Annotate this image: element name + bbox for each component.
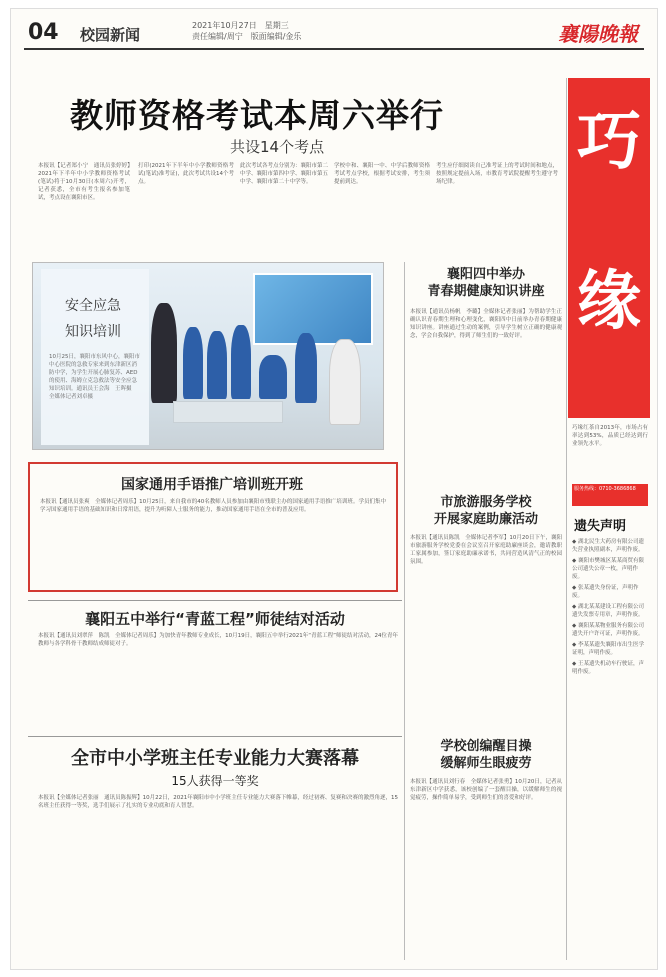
lead-col-3: 此次考试各考点分别为：襄阳市第二中学、襄阳市第四中学、襄阳市第五中学、襄阳市第二十中学等。 — [240, 163, 328, 185]
column-divider — [566, 78, 567, 960]
health-headline-line1: 襄阳四中举办 — [446, 267, 525, 282]
contact-text: 服务热线：0710-3686868 — [574, 486, 636, 492]
lost-notice-list — [572, 538, 648, 963]
page-header — [24, 16, 644, 50]
tourism-headline-line1: 市旅游服务学校 — [440, 495, 532, 510]
tourism-headline — [410, 494, 562, 528]
column-divider — [404, 262, 405, 960]
editor-credits: 责任编辑/周宁 版面编辑/金乐 — [192, 32, 302, 41]
section-name: 校园新闻 — [80, 26, 141, 44]
blue-project-headline: 襄阳五中举行“青蓝工程”师徒结对活动 — [85, 610, 345, 628]
student-figure — [259, 355, 287, 399]
lead-subhead: 共设14个考点 — [230, 138, 325, 156]
presentation-screen — [253, 273, 373, 345]
contest-subhead: 15人获得一等奖 — [171, 774, 259, 788]
health-headline-line2: 青春期健康知识讲座 — [427, 284, 545, 299]
relief-headline — [410, 738, 562, 772]
lead-headline: 教师资格考试本周六举行 — [70, 96, 444, 135]
lost-notice-heading: 遗失声明 — [574, 519, 627, 534]
lost-notice-item: ◆ 王某遗失机动车行驶证，声明作废。 — [572, 661, 644, 675]
photo-title-line2: 知识培训 — [65, 324, 121, 340]
contest-headline: 全市中小学班主任专业能力大赛落幕 — [71, 748, 359, 769]
contest-body: 本报讯【全媒体记者张丽 通讯员陈振辉】10月22日，2021年襄阳市中小学班主任专业能力大赛落下帷幕，经过初赛、复赛和决赛的激烈角逐，15名班主任获得一等奖，选手们展示了扎实的专业功底和育人智慧。 — [38, 795, 398, 809]
student-figure — [295, 333, 317, 403]
lost-notice-item: ◆ 湖北某某建设工程有限公司遗失发票专用章，声明作废。 — [572, 604, 644, 618]
tourism-body: 本报讯【通讯员陈凯 全媒体记者李军】10月20日下午，襄阳市旅游服务学校党委在会议室召开家庭助廉座谈会，邀请教职工家属参加，签订家庭助廉承诺书，共同营造风清气正的校园氛围。 — [410, 535, 562, 565]
relief-headline-line1: 学校创编醒目操 — [440, 739, 532, 754]
photo-caption: 10月25日，襄阳市东风中心，襄阳市中心医院的急救专家来到东津新区消防中学，为学生开展心肺复苏、AED的使用、海姆立克急救法等安全应急知识培训。通讯员王会海 王晖摄 全媒体记者刘卓摄 — [49, 354, 140, 400]
lost-notice-item: ◆ 李某某遗失襄阳市出生医学证明，声明作废。 — [572, 642, 644, 656]
issue-date: 2021年10月27日 星期三 — [192, 21, 289, 30]
ad-char-2: 缘 — [577, 264, 641, 339]
ad-text: 巧缘红茶自2013年，市场占有率达到53%，品质已经达到行业领先水平。 — [572, 425, 648, 447]
photo-title-line1: 安全应急 — [65, 298, 121, 314]
student-figure — [231, 325, 251, 399]
page-number: 04 — [28, 20, 59, 45]
tourism-headline-line2: 开展家庭助廉活动 — [433, 512, 538, 527]
student-figure — [183, 327, 203, 399]
lead-col-4: 学校中和、襄阳一中、中学后教师资格考试考点学校，根据考试安排，考生须提前到达。 — [334, 163, 430, 185]
blue-project-body: 本报讯【通讯员刘翠萍 陈凯 全媒体记者周乐】为加快青年教师专业成长，10月19日，襄阳五中举行2021年“青蓝工程”师徒结对活动，24位青年教师与各学科骨干教师结成师徒对子。 — [38, 633, 398, 647]
divider — [28, 600, 402, 601]
sign-language-body: 本报讯【通讯员张爽 全媒体记者周乐】10月25日，来自我市的40名教师人员参加由襄阳市残联主办的国家通用手语推广培训班。学员们集中学习国家通用手语的基础知识和日常用语，提升为听障人士服务的能力，推动国家通用手语在全市的普及应用。 — [40, 499, 386, 513]
lead-col-5: 考生应仔细阅读自己准考证上的考试时间和地点，按照规定提前入场，市教育考试院提醒考生遵守考场纪律。 — [436, 163, 558, 185]
student-figure — [207, 331, 227, 399]
doctor-figure — [329, 339, 361, 425]
sign-language-headline: 国家通用手语推广培训班开班 — [121, 477, 303, 493]
relief-body: 本报讯【通讯员刘行春 全媒体记者张勇】10月20日，记者从东津新区中学获悉，该校创编了一套醒目操，以缓解师生的视觉疲劳，操作简单易学，受到师生们的喜爱和好评。 — [410, 779, 562, 801]
cpr-mat — [173, 401, 283, 423]
lost-notice-item: ◆ 张某遗失身份证，声明作废。 — [572, 585, 639, 599]
photo-caption-panel — [41, 269, 149, 445]
training-photo — [32, 262, 384, 450]
lead-col-1: 本报讯【记者郑小宁 通讯员张婷婷】2021年下半年中小学教师资格考试(笔试)将于10月30日(本周六)开考，记者获悉，全市有考生报名参加笔试，考点设在襄阳市区。 — [38, 163, 130, 201]
lost-notice-item: ◆ 襄阳某某物业服务有限公司遗失开户许可证，声明作废。 — [572, 623, 644, 637]
lost-notice-item: ◆ 湖北民生大药房有限公司遗失营业执照副本，声明作废。 — [572, 539, 644, 553]
ad-char-1: 巧 — [577, 104, 641, 179]
health-body: 本报讯【通讯员杨帆 李璐】全媒体记者张丽】为帮助学生正确认识青春期生理和心理变化，襄阳四中日前举办青春期健康知识讲座。讲座通过生动的案例，引导学生树立正确的健康观念，学会自我保护，得到了师生们的一致好评。 — [410, 309, 562, 339]
lost-notice-item: ◆ 襄阳市樊城区某某商贸有限公司遗失公章一枚，声明作废。 — [572, 558, 644, 580]
health-headline — [410, 266, 562, 300]
instructor-figure — [151, 303, 177, 403]
lead-col-2: 打印(2021年下半年中小学教师资格考试(笔试)准考证)，此次考试共设14个考点。 — [138, 163, 234, 185]
newspaper-logo: 襄陽晚報 — [558, 22, 638, 46]
contact-bar — [572, 484, 648, 506]
divider — [28, 736, 402, 737]
relief-headline-line2: 缓解师生眼疲劳 — [440, 756, 532, 771]
